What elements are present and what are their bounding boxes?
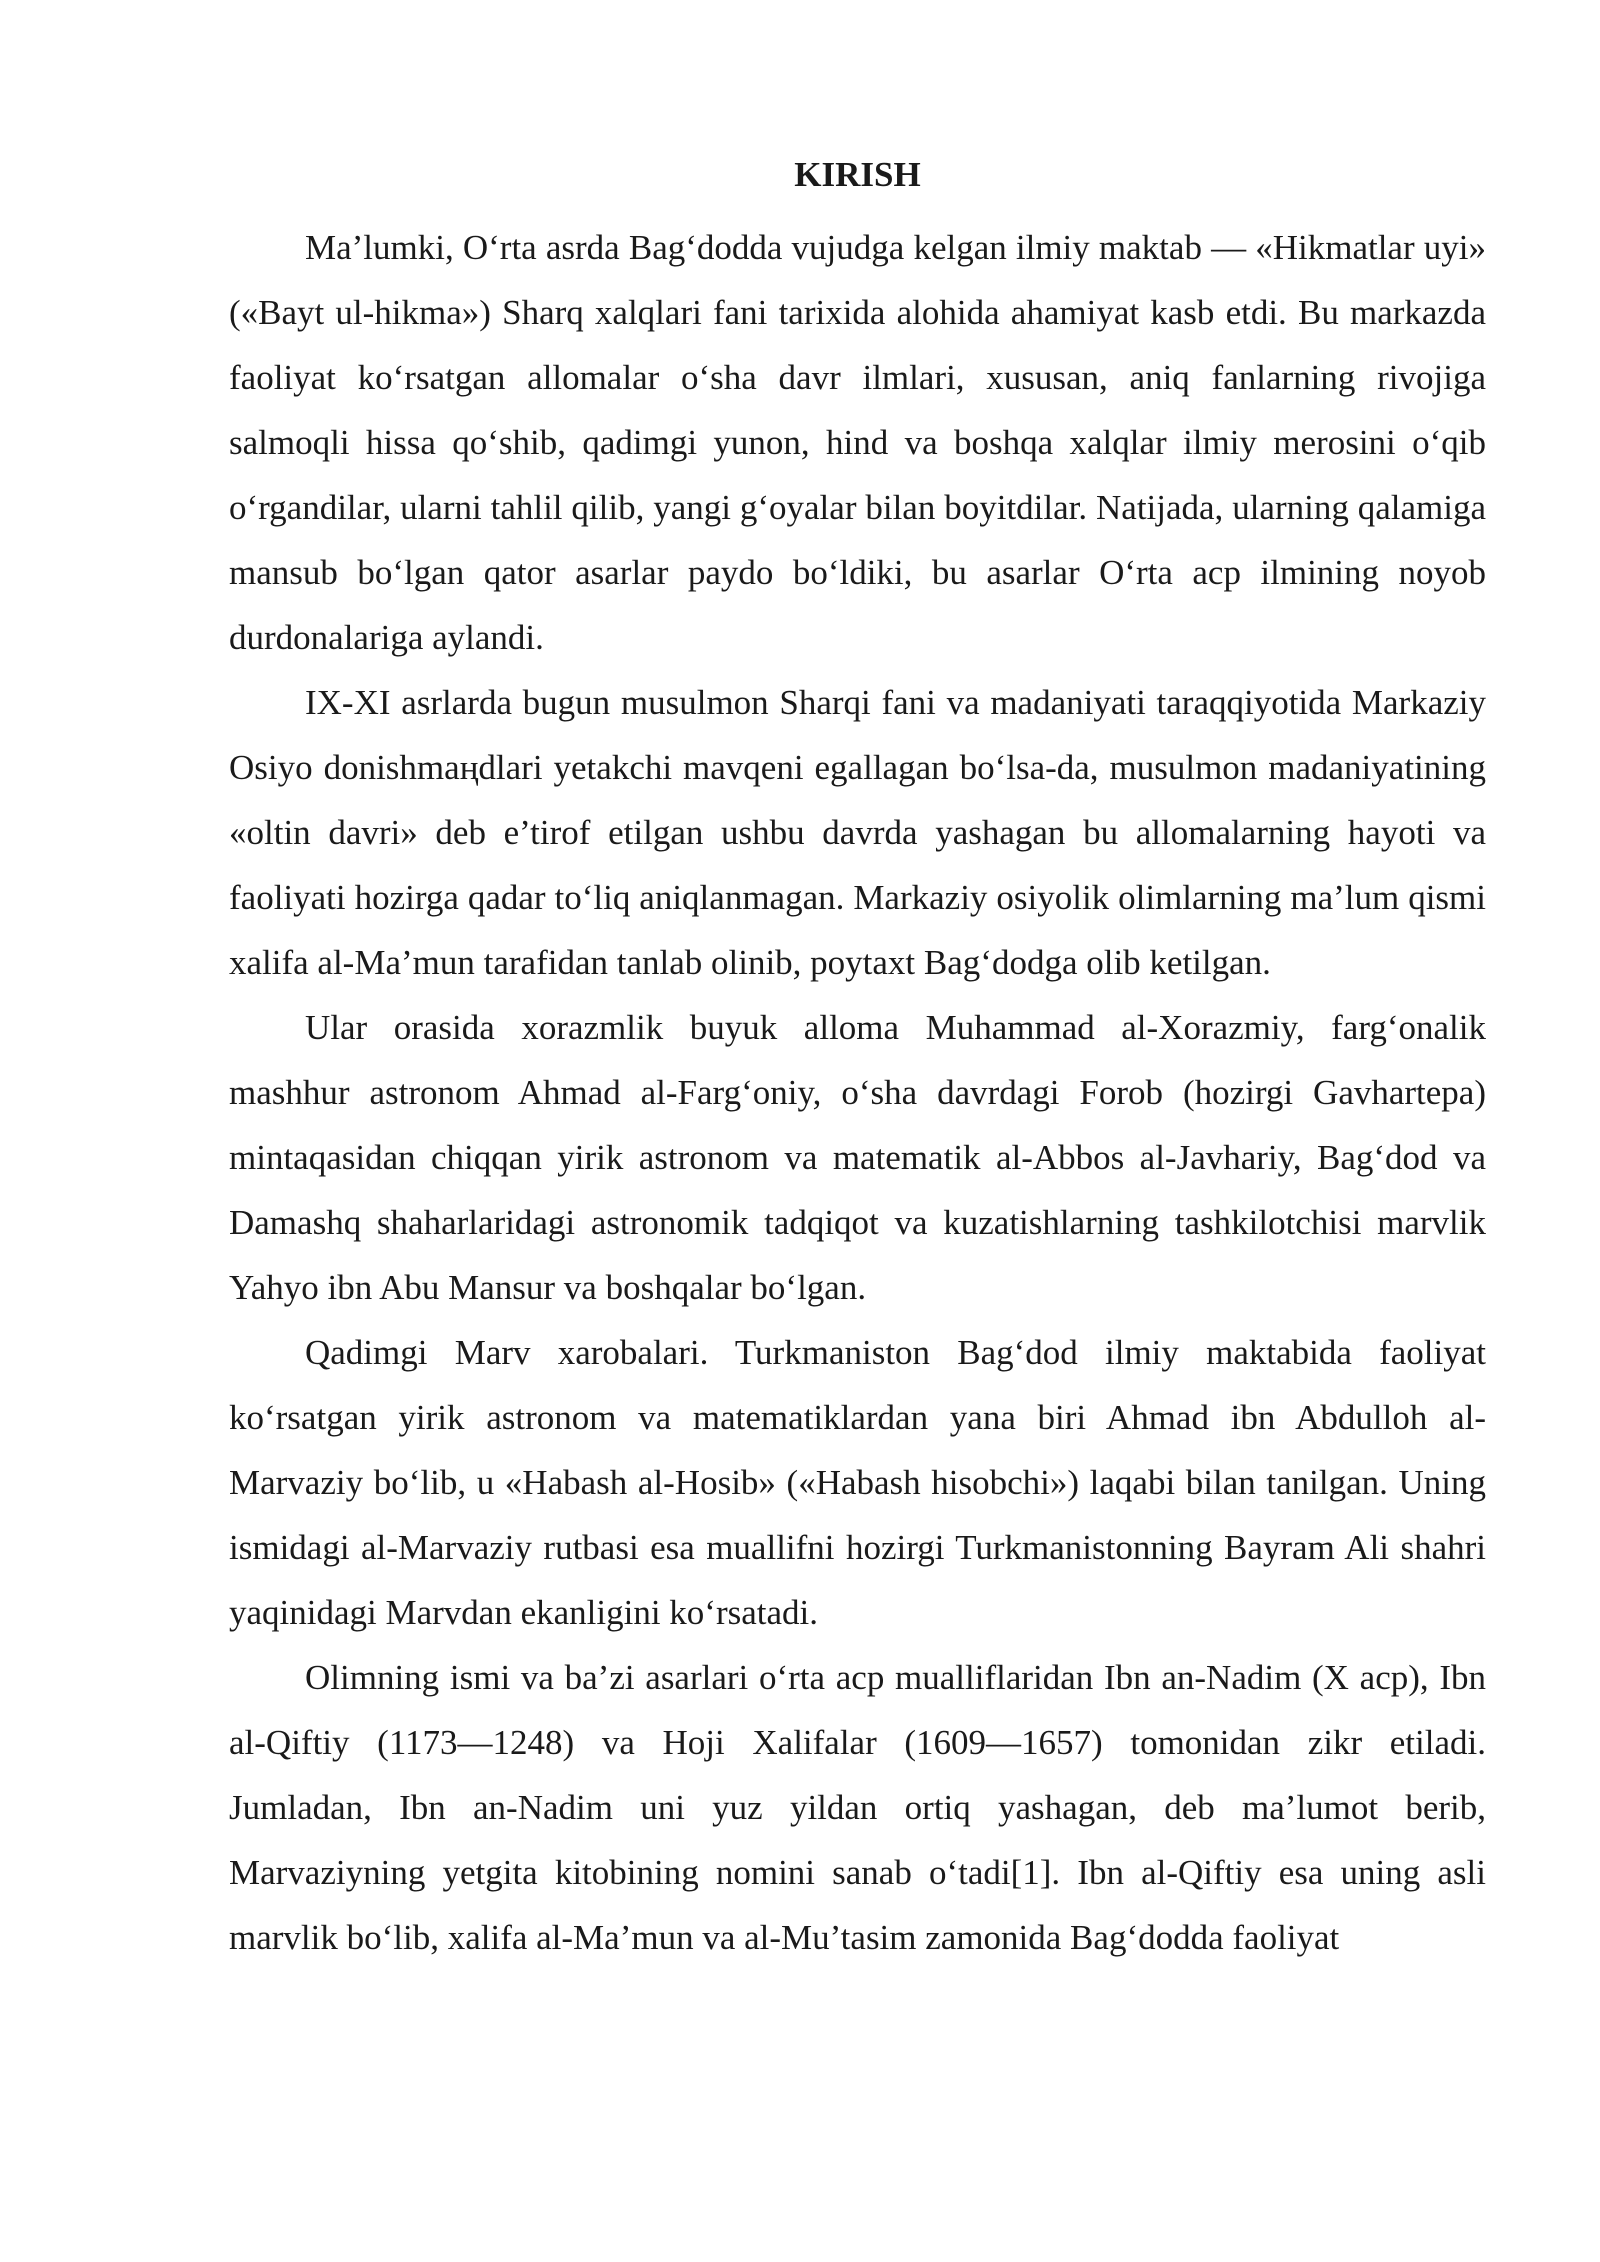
document-page (229, 150, 1486, 1970)
paragraph-1: Ma’lumki, O‘rta asrda Bag‘dodda vujudga kelgan ilmiy maktab — «Hikmatlar uyi» («Bayt ul-hikma») Sharq xalqlari fani tarixida alohida ahamiyat kasb etdi. Bu markazda faoliyat ko‘rsatgan allomalar o‘sha davr ilmlari, xususan, aniq fanlarning rivojiga salmoqli hissa qo‘shib, qadimgi yunon, hind va boshqa xalqlar ilmiy merosini o‘qib o‘rgandilar, ularni tahlil qilib, yangi g‘oyalar bilan boyitdilar. Natijada, ularning qalamiga mansub bo‘lgan qator asarlar paydo bo‘ldiki, bu asarlar O‘rta acp ilmining noyob durdonalariga aylandi. (229, 228, 1486, 657)
paragraph-3: Ular orasida xorazmlik buyuk alloma Muhammad al-Xorazmiy, farg‘onalik mashhur astronom Ahmad al-Farg‘oniy, o‘sha davrdagi Forob (hozirgi Gavhartepa) mintaqasidan chiqqan yirik astronom va matematik al-Abbos al-Javhariy, Bag‘dod va Damashq shaharlaridagi astronomik tadqiqot va kuzatishlarning tashkilotchisi marvlik Yahyo ibn Abu Mansur va boshqalar bo‘lgan. (229, 1008, 1486, 1307)
document-title: KIRISH (794, 155, 921, 194)
paragraph-2: IX-XI asrlarda bugun musulmon Sharqi fani va madaniyati taraqqiyotida Markaziy Osiyo donishmaңdlari yetakchi mavqeni egallagan bo‘lsa-da, musulmon madaniyatining «oltin davri» deb e’tirof etilgan ushbu davrda yashagan bu allomalarning hayoti va faoliyati hozirga qadar to‘liq aniqlanmagan. Markaziy osiyolik olimlarning ma’lum qismi xalifa al-Ma’mun tarafidan tanlab olinib, poytaxt Bag‘dodga olib ketilgan. (229, 683, 1486, 982)
paragraph-4: Qadimgi Marv xarobalari. Turkmaniston Bag‘dod ilmiy maktabida faoliyat ko‘rsatgan yirik astronom va matematiklardan yana biri Ahmad ibn Abdulloh al-Marvaziy bo‘lib, u «Habash al-Hosib» («Habash hisobchi») laqabi bilan tanilgan. Uning ismidagi al-Marvaziy rutbasi esa muallifni hozirgi Turkmanistonning Bayram Ali shahri yaqinidagi Marvdan ekanligini ko‘rsatadi. (229, 1333, 1486, 1632)
paragraph-5: Olimning ismi va ba’zi asarlari o‘rta acp mualliflaridan Ibn an-Nadim (X acp), Ibn al-Qiftiy (1173—1248) va Hoji Xalifalar (1609—1657) tomonidan zikr etiladi. Jumladan, Ibn an-Nadim uni yuz yildan ortiq yashagan, deb ma’lumot berib, Marvaziyning yetgita kitobining nomini sanab o‘tadi[1]. Ibn al-Qiftiy esa uning asli marvlik bo‘lib, xalifa al-Ma’mun va al-Mu’tasim zamonida Bag‘dodda faoliyat (229, 1658, 1486, 1957)
